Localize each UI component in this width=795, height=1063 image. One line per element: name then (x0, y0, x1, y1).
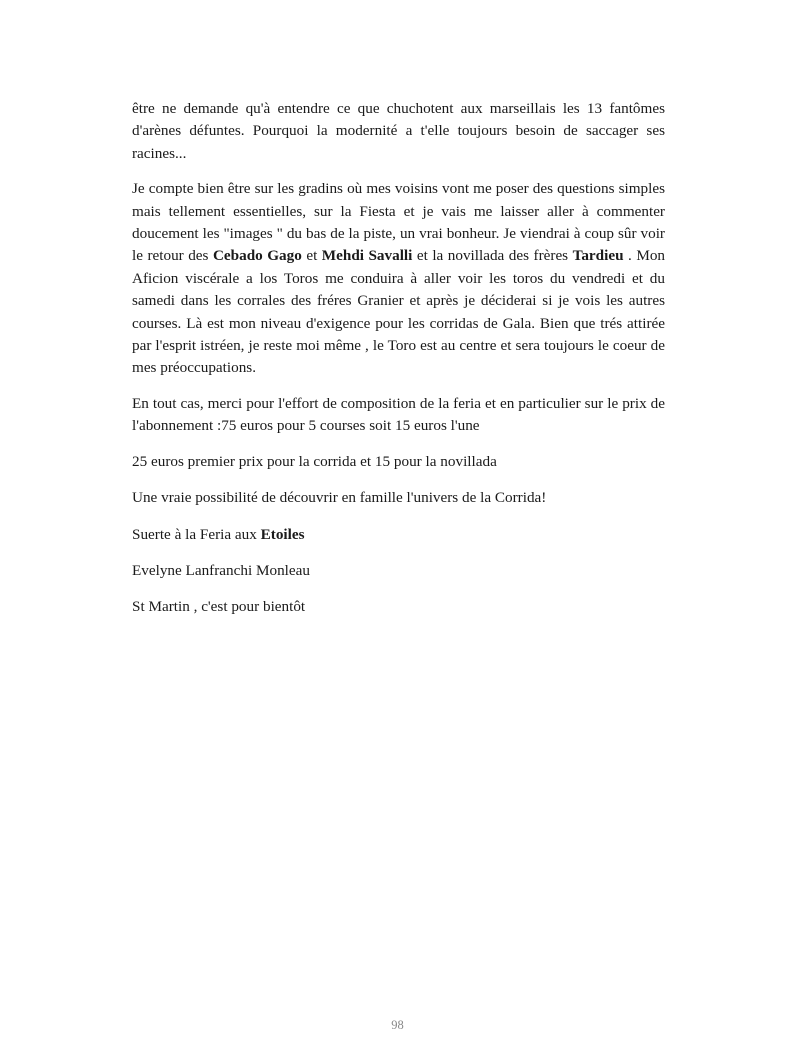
paragraph-st-martin: St Martin , c'est pour bientôt (132, 598, 306, 616)
name-tardieu: Tardieu (572, 247, 624, 265)
paragraph-suerte (132, 524, 665, 546)
signature-name: Evelyne Lanfranchi Monleau (132, 561, 310, 579)
paragraph-arenes: être ne demande qu'à entendre ce que chuchotent aux marseillais les 13 fantômes d'arènes défuntes. Pourquoi la modernité a t'elle toujours besoin de saccager ses racines... (132, 100, 665, 162)
paragraph-prix: 25 euros premier prix pour la corrida et 15 pour la novillada (132, 452, 497, 470)
gradins-text-4: . Mon Aficion viscérale a los Toros me conduira à aller voir les toros du vendredi et du samedi dans les corrales des fréres Granier et après je déciderai si je vois les autres courses. Là est mon niveau d'exigence pour les corridas de Gala. Bien que trés attirée par l'esprit istréen, je reste moi même , le Toro est au centre et sera toujours le coeur de mes préoccupations. (132, 247, 666, 377)
page-number: 98 (391, 1018, 404, 1032)
gradins-text-2: et (301, 247, 322, 265)
suerte-text: Suerte à la Feria aux (132, 525, 261, 543)
paragraph-gradins (132, 178, 665, 380)
word-etoiles: Etoiles (260, 525, 305, 543)
paragraph-famille: Une vraie possibilité de découvrir en famille l'univers de la Corrida! (132, 489, 547, 507)
paragraph-abonnement: En tout cas, merci pour l'effort de composition de la feria et en particulier sur le prix de l'abonnement :75 euros pour 5 courses soit 15 euros l'une (132, 394, 665, 435)
name-mehdi-savalli: Mehdi Savalli (321, 247, 413, 265)
gradins-text-1: Je compte bien être sur les gradins où mes voisins vont me poser des questions simples mais tellement essentielles, sur la Fiesta et je vais me laisser aller à commenter doucement les "images " du bas de la piste, un vrai bonheur. Je viendrai à coup sûr voir le retour des (132, 180, 665, 265)
gradins-text-3: et la novillada des frères (412, 247, 573, 265)
page-body (132, 98, 665, 633)
name-cebado-gago: Cebado Gago (212, 247, 302, 265)
